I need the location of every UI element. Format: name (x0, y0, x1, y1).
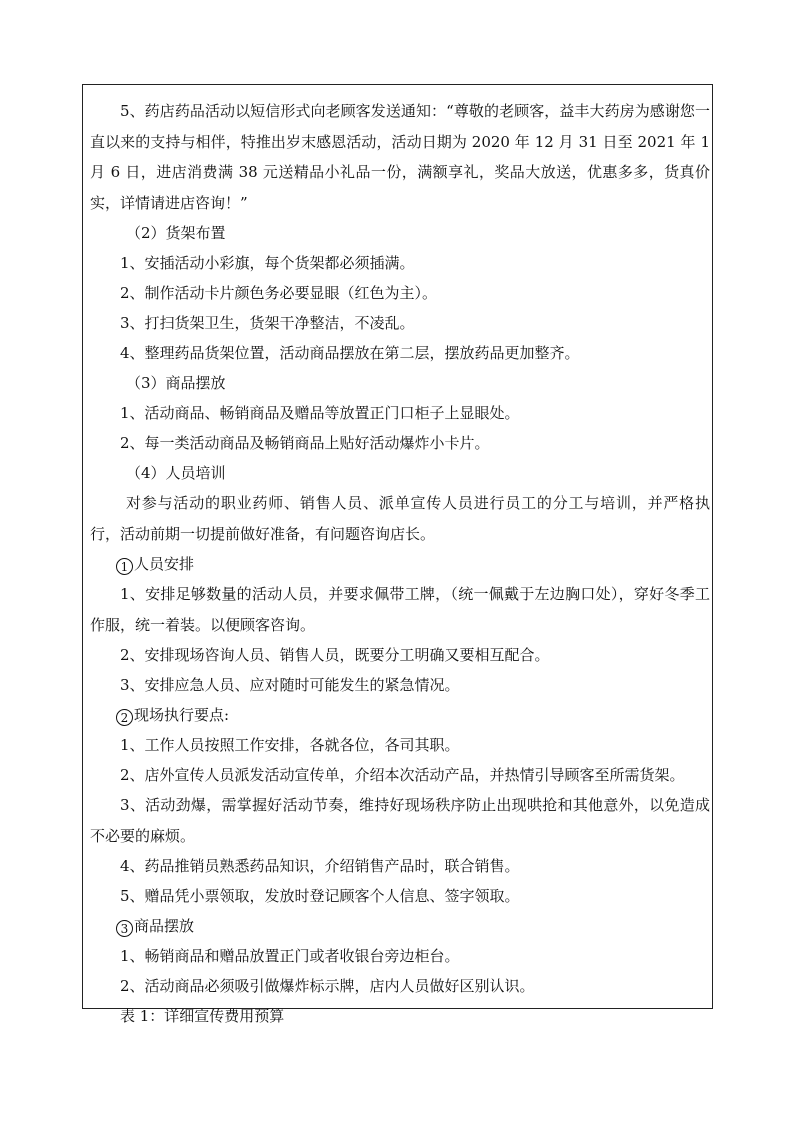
exec-item-2: 2、店外宣传人员派发活动宣传单，介绍本次活动产品，并热情引导顾客至所需货架。 (120, 766, 685, 784)
table-caption: 表 1：详细宣传费用预算 (120, 1007, 285, 1025)
training-section-heading: （4）人员培训 (126, 464, 226, 482)
shelf-item-1: 1、安插活动小彩旗，每个货架都必须插满。 (120, 254, 415, 272)
display-subheading (90, 911, 710, 941)
document-body (90, 96, 710, 1031)
exec-subheading-label: 现场执行要点: (134, 706, 230, 724)
shelf-item-4: 4、整理药品货架位置，活动商品摆放在第二层，摆放药品更加整齐。 (120, 344, 580, 362)
exec-item-5: 5、赠品凭小票领取，发放时登记顾客个人信息、签字领取。 (120, 887, 520, 905)
training-paragraph: 对参与活动的职业药师、销售人员、派单宣传人员进行员工的分工与培训，并严格执行，活动前期一切提前做好准备，有问题咨询店长。 (90, 494, 710, 543)
display-item-2: 2、活动商品必须吸引做爆炸标示牌，店内人员做好区别认识。 (120, 977, 535, 995)
circled-number-2: 2 (116, 709, 133, 726)
shelf-item-3: 3、打扫货架卫生，货架干净整洁，不凌乱。 (120, 314, 415, 332)
display-item-1: 1、畅销商品和赠品放置正门或者收银台旁边柜台。 (120, 947, 460, 965)
exec-item-1: 1、工作人员按照工作安排，各就各位，各司其职。 (120, 736, 460, 754)
shelf-item-2: 2、制作活动卡片颜色务必要显眼（红色为主）。 (120, 284, 438, 302)
staff-item-2: 2、安排现场咨询人员、销售人员，既要分工明确又要相互配合。 (120, 646, 550, 664)
sms-notice-paragraph: 5、药店药品活动以短信形式向老顾客发送通知：“尊敬的老顾客，益丰大药房为感谢您一直以来的支持与相伴，特推出岁末感恩活动，活动日期为 2020 年 12 月 31 日至 2021 年 1 月 6 日，进店消费满 38 元送精品小礼品一份，满额享礼，奖品大放送，优惠多多，货真价实，详情请进店咨询！” (90, 102, 710, 212)
exec-item-4: 4、药品推销员熟悉药品知识，介绍销售产品时，联合销售。 (120, 857, 520, 875)
staff-item-3: 3、安排应急人员、应对随时可能发生的紧急情况。 (120, 676, 460, 694)
staff-subheading (90, 549, 710, 579)
exec-subheading (90, 700, 710, 730)
display-subheading-label: 商品摆放 (134, 917, 195, 935)
exec-item-3: 3、活动劲爆，需掌握好活动节奏，维持好现场秩序防止出现哄抢和其他意外，以免造成不必要的麻烦。 (90, 796, 710, 845)
staff-subheading-label: 人员安排 (134, 555, 195, 573)
circled-number-1: 1 (116, 558, 133, 575)
circled-number-3: 3 (116, 920, 133, 937)
goods-item-1: 1、活动商品、畅销商品及赠品等放置正门口柜子上显眼处。 (120, 404, 520, 422)
shelf-section-heading: （2）货架布置 (126, 224, 226, 242)
goods-item-2: 2、每一类活动商品及畅销商品上贴好活动爆炸小卡片。 (120, 434, 490, 452)
goods-section-heading: （3）商品摆放 (126, 374, 226, 392)
staff-item-1: 1、安排足够数量的活动人员，并要求佩带工牌，（统一佩戴于左边胸口处），穿好冬季工作服，统一着装。以便顾客咨询。 (90, 585, 710, 634)
